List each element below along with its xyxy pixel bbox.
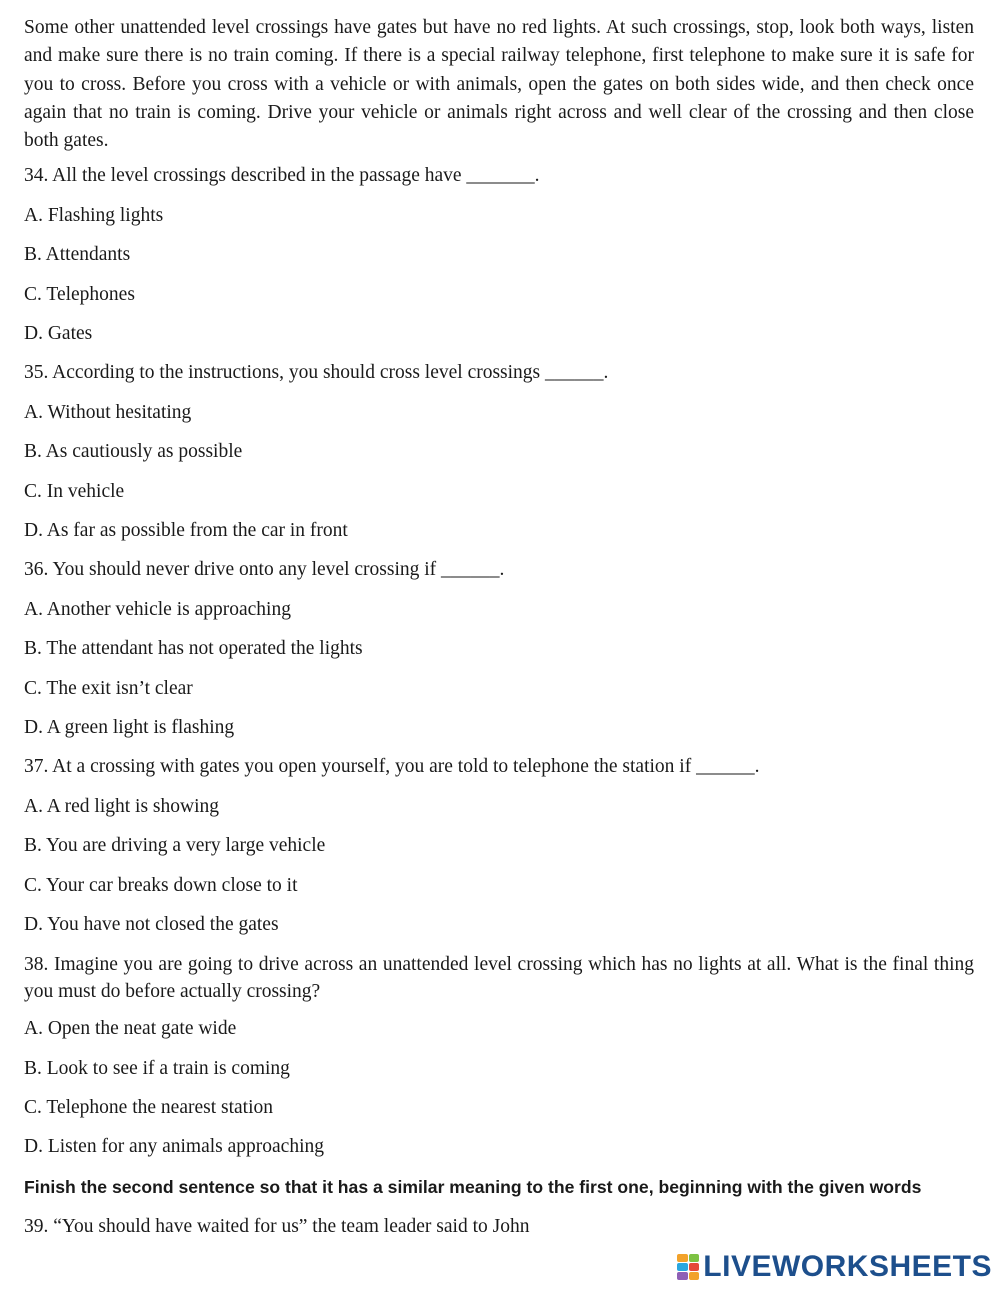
option-b: B. You are driving a very large vehicle: [24, 835, 326, 857]
question-37: [24, 755, 974, 937]
option-d: D. Gates: [24, 323, 93, 345]
option-c: C. Telephones: [24, 283, 135, 305]
option-d: D. A green light is flashing: [24, 716, 235, 738]
option-d: D. Listen for any animals approaching: [24, 1136, 324, 1158]
question-stem: 35. According to the instructions, you should cross level crossings ______.: [24, 362, 609, 384]
liveworksheets-logo: [677, 1252, 992, 1282]
question-34: [24, 164, 974, 346]
option-a: A. Without hesitating: [24, 401, 192, 423]
option-a: A. A red light is showing: [24, 795, 220, 817]
reading-passage: Some other unattended level crossings have gates but have no red lights. At such crossings, stop, look both ways, listen and make sure there is no train coming. If there is a special railway telephone, first telephone to make sure it is safe for you to cross. Before you cross with a vehicle or with animals, open the gates on both sides wide, and then check once again that no train is coming. Drive your vehicle or animals right across and well clear of the crossing and then close both gates.: [24, 17, 974, 152]
question-39: 39. “You should have waited for us” the team leader said to John: [24, 1215, 530, 1237]
logo-text: LIVEWORKSHEETS: [703, 1250, 992, 1283]
question-35: [24, 361, 974, 543]
logo-icon: [677, 1254, 699, 1280]
option-c: C. In vehicle: [24, 480, 125, 502]
question-stem: 34. All the level crossings described in the passage have _______.: [24, 165, 540, 187]
option-a: A. Flashing lights: [24, 204, 164, 226]
question-38: [24, 952, 974, 1159]
worksheet-page: [24, 14, 974, 1254]
section-instruction: Finish the second sentence so that it has a similar meaning to the first one, beginning with the given words: [24, 1176, 922, 1197]
question-36: [24, 558, 974, 740]
question-stem: 37. At a crossing with gates you open yourself, you are told to telephone the station if ______.: [24, 756, 760, 778]
option-b: B. As cautiously as possible: [24, 441, 243, 463]
option-a: A. Open the neat gate wide: [24, 1018, 237, 1040]
option-c: C. Your car breaks down close to it: [24, 874, 298, 896]
option-c: C. Telephone the nearest station: [24, 1097, 273, 1119]
option-c: C. The exit isn’t clear: [24, 677, 193, 699]
question-stem: 36. You should never drive onto any level crossing if ______.: [24, 559, 505, 581]
option-d: D. You have not closed the gates: [24, 913, 279, 935]
option-b: B. Look to see if a train is coming: [24, 1057, 290, 1079]
option-b: B. Attendants: [24, 244, 131, 266]
option-b: B. The attendant has not operated the lights: [24, 638, 363, 660]
option-a: A. Another vehicle is approaching: [24, 598, 291, 620]
option-d: D. As far as possible from the car in front: [24, 520, 348, 541]
question-stem: 38. Imagine you are going to drive across an unattended level crossing which has no lights at all. What is the final thing you must do before actually crossing?: [24, 954, 974, 1002]
